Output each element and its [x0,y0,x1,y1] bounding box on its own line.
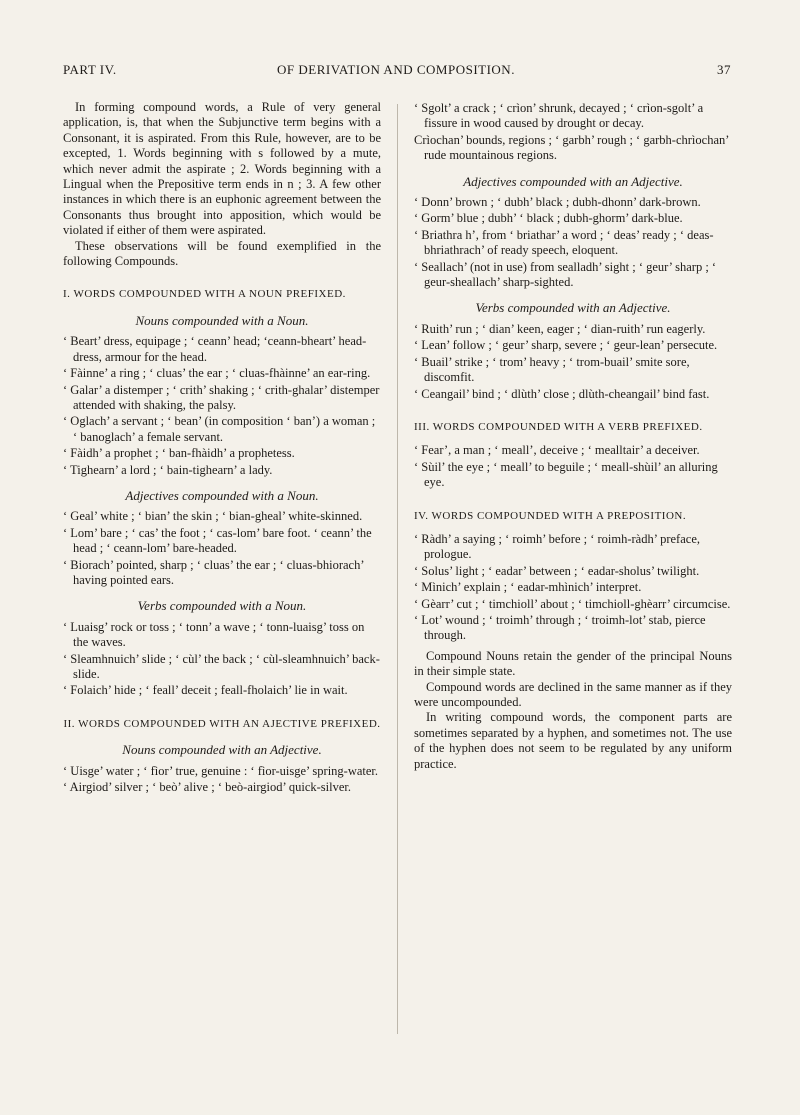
page-number: 37 [717,62,731,77]
right-column [414,100,732,772]
subsection-heading: Nouns compounded with a Noun. [135,312,309,328]
compound-entry: ‘ Oglach’ a servant ; ‘ bean’ (in composition ‘ ban’) a woman ; ‘ banoglach’ a female servant. [63,414,376,444]
compound-entry: ‘ Sùil’ the eye ; ‘ meall’ to beguile ; ‘ meall-shùil’ an alluring eye. [414,459,718,490]
compound-entry: ‘ Lean’ follow ; ‘ geur’ sharp, severe ; ‘ geur-lean’ persecute. [414,338,718,353]
subsection-heading: Adjectives compounded with an Adjective. [463,173,683,189]
column-divider [397,104,398,1034]
compound-entry: ‘ Galar’ a distemper ; ‘ crith’ shaking ; ‘ crith-ghalar’ distemper attended with shaking, the palsy. [63,382,380,412]
compound-entry: ‘ Fàinne’ a ring ; ‘ cluas’ the ear ; ‘ cluas-fhàinne’ an ear-ring. [63,366,371,381]
section-heading: IV. WORDS COMPOUNDED WITH A PREPOSITION. [414,509,687,522]
closing-paragraph: Compound Nouns retain the gender of the principal Nouns in their simple state. [414,648,732,679]
closing-paragraph: Compound words are declined in the same manner as if they were uncompounded. [414,679,732,709]
compound-entry: ‘ Ceangail’ bind ; ‘ dlùth’ close ; dlùth-cheangail’ bind fast. [414,386,710,401]
compound-entry: ‘ Gorm’ blue ; dubh’ ‘ black ; dubh-ghorm’ dark-blue. [414,211,683,226]
compound-entry: ‘ Tighearn’ a lord ; ‘ bain-tighearn’ a lady. [63,462,273,477]
compound-entry: ‘ Fàidh’ a prophet ; ‘ ban-fhàidh’ a prophetess. [63,446,295,461]
section-heading: II. WORDS COMPOUNDED WITH AN AJECTIVE PREFIXED. [63,717,381,730]
compound-entry: ‘ Buail’ strike ; ‘ trom’ heavy ; ‘ trom-buail’ smite sore, discomfit. [414,354,690,385]
compound-entry: ‘ Briathra h’, from ‘ briathar’ a word ; ‘ deas’ ready ; ‘ deas-bhriathrach’ of ready speech, eloquent. [414,227,714,258]
compound-entry: ‘ Lot’ wound ; ‘ troimh’ through ; ‘ troimh-lot’ stab, pierce through. [414,612,706,643]
left-column [63,100,381,796]
subsection-heading: Nouns compounded with an Adjective. [122,742,322,758]
compound-entry: ‘ Geal’ white ; ‘ bian’ the skin ; ‘ bian-gheal’ white-skinned. [63,509,363,524]
running-title: OF DERIVATION AND COMPOSITION. [277,62,515,77]
subsection-heading: Adjectives compounded with a Noun. [125,487,319,503]
compound-entry: ‘ Ràdh’ a saying ; ‘ roimh’ before ; ‘ roimh-ràdh’ preface, prologue. [414,531,700,562]
compound-entry: ‘ Uisge’ water ; ‘ fìor’ true, genuine : ‘ fìor-uisge’ spring-water. [63,763,379,778]
closing-paragraph: In writing compound words, the component parts are sometimes separated by a hyphen, and sometimes not. The use of the hyphen does not seem to be regulated by any uniform practice. [414,710,732,771]
compound-entry: ‘ Beart’ dress, equipage ; ‘ ceann’ head; ‘ceann-bheart’ head-dress, armour for the head. [63,334,367,364]
compound-entry: ‘ Lom’ bare ; ‘ cas’ the foot ; ‘ cas-lom’ bare foot. ‘ ceann’ the head ; ‘ ceann-lom’ bare-headed. [63,525,372,556]
intro-paragraph: In forming compound words, a Rule of very general application, is, that when the Subjunctive term begins with a Consonant, it is aspirated. From this Rule, however, are to be excepted, 1. Words beginning with s followed by a mute, which never admit the aspirate ; 2. Words beginning with a Lingual when the Prepositive term ends in n ; 3. A few other instances in which there is an euphonic agreement between the Consonants thus brought into apposition, which would be violated if either of them were aspirated. [63,100,381,238]
section-heading: I. WORDS COMPOUNDED WITH A NOUN PREFIXED. [63,288,346,301]
intro-paragraph: These observations will be found exemplified in the following Compounds. [63,238,381,269]
compound-entry: ‘ Sgolt’ a crack ; ‘ crìon’ shrunk, decayed ; ‘ crìon-sgolt’ a fissure in wood caused by drought or decay. [414,101,704,131]
subsection-heading: Verbs compounded with an Adjective. [475,300,671,316]
compound-entry: ‘ Luaisg’ rock or toss ; ‘ tonn’ a wave ; ‘ tonn-luaisg’ toss on the waves. [63,619,365,650]
compound-entry: ‘ Mìnich’ explain ; ‘ eadar-mhìnich’ interpret. [414,580,642,595]
compound-entry: ‘ Donn’ brown ; ‘ dubh’ black ; dubh-dhonn’ dark-brown. [414,195,701,210]
compound-entry: ‘ Gèarr’ cut ; ‘ timchioll’ about ; ‘ timchioll-ghèarr’ circumcise. [414,596,731,611]
compound-entry: ‘ Seallach’ (not in use) from sealladh’ sight ; ‘ geur’ sharp ; ‘ geur-sheallach’ sharp-sighted. [414,259,717,290]
compound-entry: ‘ Sleamhnuich’ slide ; ‘ cùl’ the back ; ‘ cùl-sleamhnuich’ back-slide. [63,651,380,681]
part-label: PART IV. [63,62,117,77]
subsection-heading: Verbs compounded with a Noun. [137,598,307,614]
page-header [63,62,731,84]
section-heading: III. WORDS COMPOUNDED WITH A VERB PREFIXED. [414,420,703,433]
compound-entry: ‘ Biorach’ pointed, sharp ; ‘ cluas’ the ear ; ‘ cluas-bhiorach’ having pointed ears. [63,557,364,587]
compound-entry: ‘ Folaich’ hide ; ‘ feall’ deceit ; feall-fholaich’ lie in wait. [63,683,348,698]
compound-entry: ‘ Solus’ light ; ‘ eadar’ between ; ‘ eadar-sholus’ twilight. [414,563,700,578]
compound-entry: ‘ Fear’, a man ; ‘ meall’, deceive ; ‘ mealltair’ a deceiver. [414,443,700,458]
compound-entry: Crìochan’ bounds, regions ; ‘ garbh’ rough ; ‘ garbh-chrìochan’ rude mountainous regions. [414,132,729,163]
compound-entry: ‘ Airgiod’ silver ; ‘ beò’ alive ; ‘ beò-airgiod’ quick-silver. [63,780,352,795]
compound-entry: ‘ Ruith’ run ; ‘ dian’ keen, eager ; ‘ dian-ruith’ run eagerly. [414,321,706,336]
